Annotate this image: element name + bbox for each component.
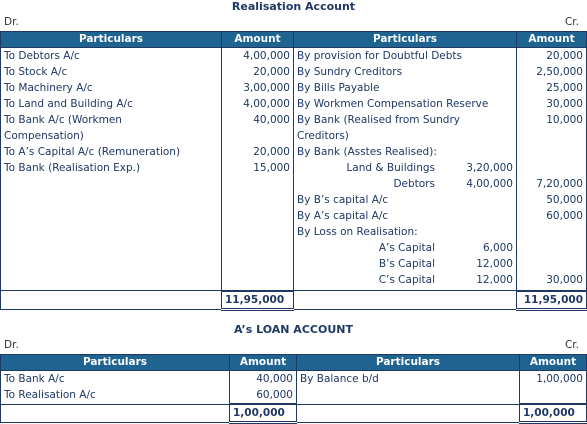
debit-amount: 4,00,000 [243, 50, 290, 62]
credit-amount: 50,000 [546, 194, 583, 206]
loan-debit-amount: 60,000 [256, 389, 293, 401]
debit-item: To Debtors A/c [4, 50, 80, 62]
credit-subitem [297, 240, 513, 256]
header-amount-dr: Amount [222, 32, 294, 48]
loan-debit-amount: 40,000 [256, 373, 293, 385]
loan-body-row [1, 371, 587, 405]
loan-total-row [1, 404, 587, 423]
credit-subitem-value: 12,000 [476, 274, 513, 286]
debit-particulars-cell [1, 48, 222, 291]
debit-amount: 3,00,000 [243, 82, 290, 94]
credit-item: By B’s capital A/c [297, 194, 389, 206]
loan-account-table [0, 354, 587, 424]
credit-amount: 10,000 [546, 114, 583, 126]
header-particulars-dr: Particulars [1, 32, 222, 48]
credit-item: By Loss on Realisation: [297, 226, 418, 238]
realisation-header-row [1, 32, 587, 48]
blank-line [520, 144, 583, 160]
credit-item: By provision for Doubtful Debts [297, 50, 462, 62]
debit-item: To Stock A/c [4, 66, 68, 78]
credit-item: By Workmen Compensation Reserve [297, 98, 489, 110]
loan-total-credit: 1,00,000 [520, 404, 587, 423]
loan-debit-item: To Bank A/c [4, 373, 65, 385]
credit-item: By Sundry Creditors [297, 66, 403, 78]
debit-amount: 20,000 [253, 66, 290, 78]
header-amount-cr: Amount [517, 32, 587, 48]
blank-line [520, 224, 583, 240]
loan-credit-item: By Balance b/d [300, 373, 379, 385]
credit-subitem-value: 12,000 [476, 258, 513, 270]
credit-amount: 30,000 [546, 274, 583, 286]
credit-particulars-cell [294, 48, 517, 291]
loan-total-blank-dr [1, 404, 230, 423]
total-credit: 11,95,000 [517, 291, 587, 310]
loan-credit-amounts [520, 371, 587, 405]
blank-line [520, 160, 583, 176]
credit-amount: 25,000 [546, 82, 583, 94]
realisation-account-table [0, 31, 587, 311]
debit-amount: 40,000 [253, 114, 290, 126]
debit-amount: 20,000 [253, 146, 290, 158]
credit-amount: 60,000 [546, 210, 583, 222]
credit-subitem-value: 3,20,000 [466, 162, 513, 174]
credit-subitem-label: B’s Capital [378, 258, 435, 270]
debit-item: To Bank A/c (Workmen [4, 114, 122, 126]
credit-subitem-label: Land & Buildings [346, 162, 435, 174]
credit-amount: 7,20,000 [536, 178, 583, 190]
loan-debit-item: To Realisation A/c [4, 389, 96, 401]
credit-item: By Bank (Asstes Realised): [297, 146, 437, 158]
credit-subitem [297, 272, 513, 288]
credit-subitem-label: A’s Capital [378, 242, 435, 254]
realisation-body-row [1, 48, 587, 291]
debit-amount: 15,000 [253, 162, 290, 174]
loan-debit-particulars [1, 371, 230, 405]
credit-item: By Bank (Realised from Sundry [297, 114, 460, 126]
loan-header-row [1, 355, 587, 371]
credit-item: By A’s capital A/c [297, 210, 389, 222]
credit-subitem [297, 256, 513, 272]
debit-item: To Land and Building A/c [4, 98, 133, 110]
loan-cr-label: Cr. [564, 339, 579, 351]
total-blank-dr [1, 291, 222, 310]
credit-amount: 30,000 [546, 98, 583, 110]
realisation-cr-label: Cr. [564, 16, 579, 28]
total-debit: 11,95,000 [222, 291, 294, 310]
total-blank-cr [294, 291, 517, 310]
realisation-total-row [1, 291, 587, 310]
header-particulars-cr: Particulars [294, 32, 517, 48]
credit-subitem [297, 160, 513, 176]
debit-amount-cell [222, 48, 294, 291]
debit-item: To Bank (Realisation Exp.) [4, 162, 141, 174]
loan-debit-amounts [230, 371, 297, 405]
loan-dr-label: Dr. [4, 339, 19, 351]
loan-header-amount-cr: Amount [520, 355, 587, 371]
credit-subitem-value: 4,00,000 [466, 178, 513, 190]
loan-header-particulars-dr: Particulars [1, 355, 230, 371]
blank-line [520, 240, 583, 256]
credit-subitem-label: Debtors [393, 178, 435, 190]
loan-header-particulars-cr: Particulars [297, 355, 520, 371]
realisation-dr-label: Dr. [4, 16, 19, 28]
loan-total-debit: 1,00,000 [230, 404, 297, 423]
loan-credit-particulars [297, 371, 520, 405]
blank-line [520, 256, 583, 272]
debit-item: Compensation) [4, 130, 84, 142]
credit-amount: 2,50,000 [536, 66, 583, 78]
realisation-account-title: Realisation Account [231, 0, 356, 13]
loan-header-amount-dr: Amount [230, 355, 297, 371]
credit-amount-cell [517, 48, 587, 291]
loan-credit-amount: 1,00,000 [536, 373, 583, 385]
credit-item: By Bills Payable [297, 82, 380, 94]
debit-item: To A’s Capital A/c (Remuneration) [4, 146, 181, 158]
credit-subitem-label: C’s Capital [378, 274, 435, 286]
blank-line [225, 128, 290, 144]
loan-account-title: A’s LOAN ACCOUNT [234, 323, 353, 336]
credit-amount: 20,000 [546, 50, 583, 62]
loan-total-blank-cr [297, 404, 520, 423]
debit-amount: 4,00,000 [243, 98, 290, 110]
blank-line [520, 128, 583, 144]
credit-item: Creditors) [297, 130, 349, 142]
credit-subitem [297, 176, 513, 192]
debit-item: To Machinery A/c [4, 82, 93, 94]
credit-subitem-value: 6,000 [482, 242, 513, 254]
